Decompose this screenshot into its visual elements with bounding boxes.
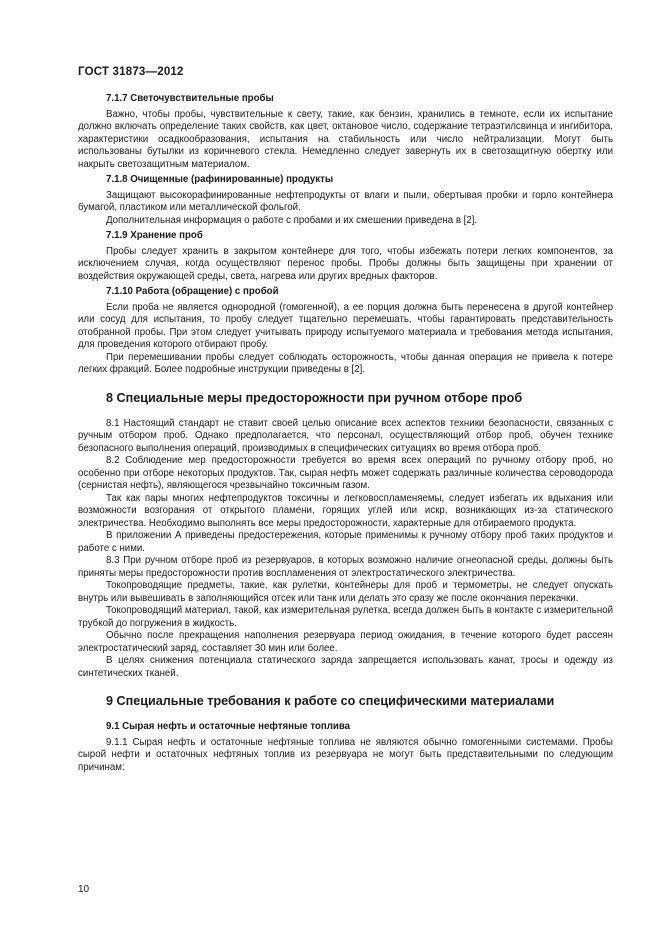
section-heading-7-1-8: 7.1.8 Очищенные (рафинированные) продукты (106, 174, 334, 185)
document-header: ГОСТ 31873—2012 (78, 66, 184, 78)
section-heading-7-1-10: 7.1.10 Работа (обращение) с пробой (106, 286, 279, 297)
section-heading-7-1-9: 7.1.9 Хранение проб (106, 230, 203, 241)
paragraph: Если проба не является однородной (гомогенной), а ее порция должна быть перенесена в другой контейнер или сосуд для испытания, то пробу следует тщательно перемешать, чтобы гарантировать представительность отобранной пробы. При этом следует учитывать природу испытуемого материала и требования метода испытания, для проведения которого отбирают пробу. (78, 301, 613, 350)
paragraph: В целях снижения потенциала статического заряда запрещается использовать канат, тросы и одежду из синтетических тканей. (78, 655, 613, 679)
paragraph: Дополнительная информация о работе с пробами и их смешении приведена в [2]. (106, 214, 478, 226)
paragraph: Защищают высокорафинированные нефтепродукты от влаги и пыли, обертывая пробки и горло контейнера бумагой, пластиком или металлической фольгой. (78, 189, 613, 213)
section-heading-7-1-7: 7.1.7 Светочувствительные пробы (106, 93, 274, 104)
section-heading-9: 9 Специальные требования к работе со специфическими материалами (106, 694, 555, 708)
paragraph: Обычно после прекращения наполнения резервуара период ожидания, в течение которого будет рассеян электростатический заряд, составляет 30 мин или более. (78, 630, 613, 654)
page-number: 10 (78, 884, 90, 895)
section-heading-8: 8 Специальные меры предосторожности при ручном отборе проб (106, 390, 523, 405)
paragraph: 9.1.1 Сырая нефть и остаточные нефтяные топлива не являются обычно гомогенными системами. Пробы сырой нефти и остаточных нефтяных топлив из резервуара не могут быть представительными по следующим причинам: (78, 736, 613, 773)
paragraph: 8.1 Настоящий стандарт не ставит своей целью описание всех аспектов техники безопасности, связанных с ручным отбором проб. Однако предполагается, что персонал, осуществляющий отбор проб, обучен технике безопасного выполнения операций, производимых в специфических ситуациях во время отбора проб. (78, 417, 613, 454)
paragraph: В приложении А приведены предостережения, которые применимы к ручному отбору проб таких продуктов и работе с ними. (78, 530, 613, 554)
paragraph: Важно, чтобы пробы, чувствительные к свету, такие, как бензин, хранились в темноте, если их испытание должно включать определение таких свойств, как цвет, октановое число, содержание тетраэтилсвинца и ингибитора, характеристики осадкообразования, испытания на стабильность или число нейтрализации. Могут быть использованы бутылки из коричневого стекла. Немедленно следует завернуть их в светозащитную обертку или накрыть светозащитным материалом. (78, 108, 613, 170)
page-content (78, 93, 613, 774)
section-heading-9-1: 9.1 Сырая нефть и остаточные нефтяные топлива (106, 721, 351, 732)
paragraph: Так как пары многих нефтепродуктов токсичны и легковоспламеняемы, следует избегать их вдыхания или возможности возгорания от открытого пламени, горящих углей или искр, возникающих из-за статического электричества. Необходимо выполнять все меры предосторожности, характерные для отбираемого продукта. (78, 492, 613, 529)
paragraph: 8.3 При ручном отборе проб из резервуаров, в которых возможно наличие огнеопасной среды, должны быть приняты меры предосторожности против воспламенения от электростатического электричества. (78, 555, 613, 579)
paragraph: Токопроводящий материал, такой, как измерительная рулетка, всегда должен быть в контакте с измерительной трубкой до погружения в жидкость. (78, 605, 613, 629)
paragraph: Пробы следует хранить в закрытом контейнере для того, чтобы избежать потери легких компонентов, за исключением случая, когда осуществляют перенос пробы. Пробы должны быть защищены при хранении от воздействия окружающей среды, света, нагрева или других вредных факторов. (78, 245, 613, 282)
paragraph: При перемешивании пробы следует соблюдать осторожность, чтобы данная операция не привела к потере легких фракций. Более подробные инструкции приведены в [2]. (78, 351, 613, 375)
paragraph: 8.2 Соблюдение мер предосторожности требуется во время всех операций по ручному отбору проб, но особенно при отборе некоторых продуктов. Так, сырая нефть может содержать различные количества сероводорода (сернистая нефть), являющегося чрезвычайно токсичным газом. (78, 455, 613, 491)
paragraph: Токопроводящие предметы, такие, как рулетки, контейнеры для проб и термометры, не следует опускать внутрь или вывешивать в заполняющийся отсек или танк или делать это сразу же после окончания перекачки. (78, 580, 613, 604)
